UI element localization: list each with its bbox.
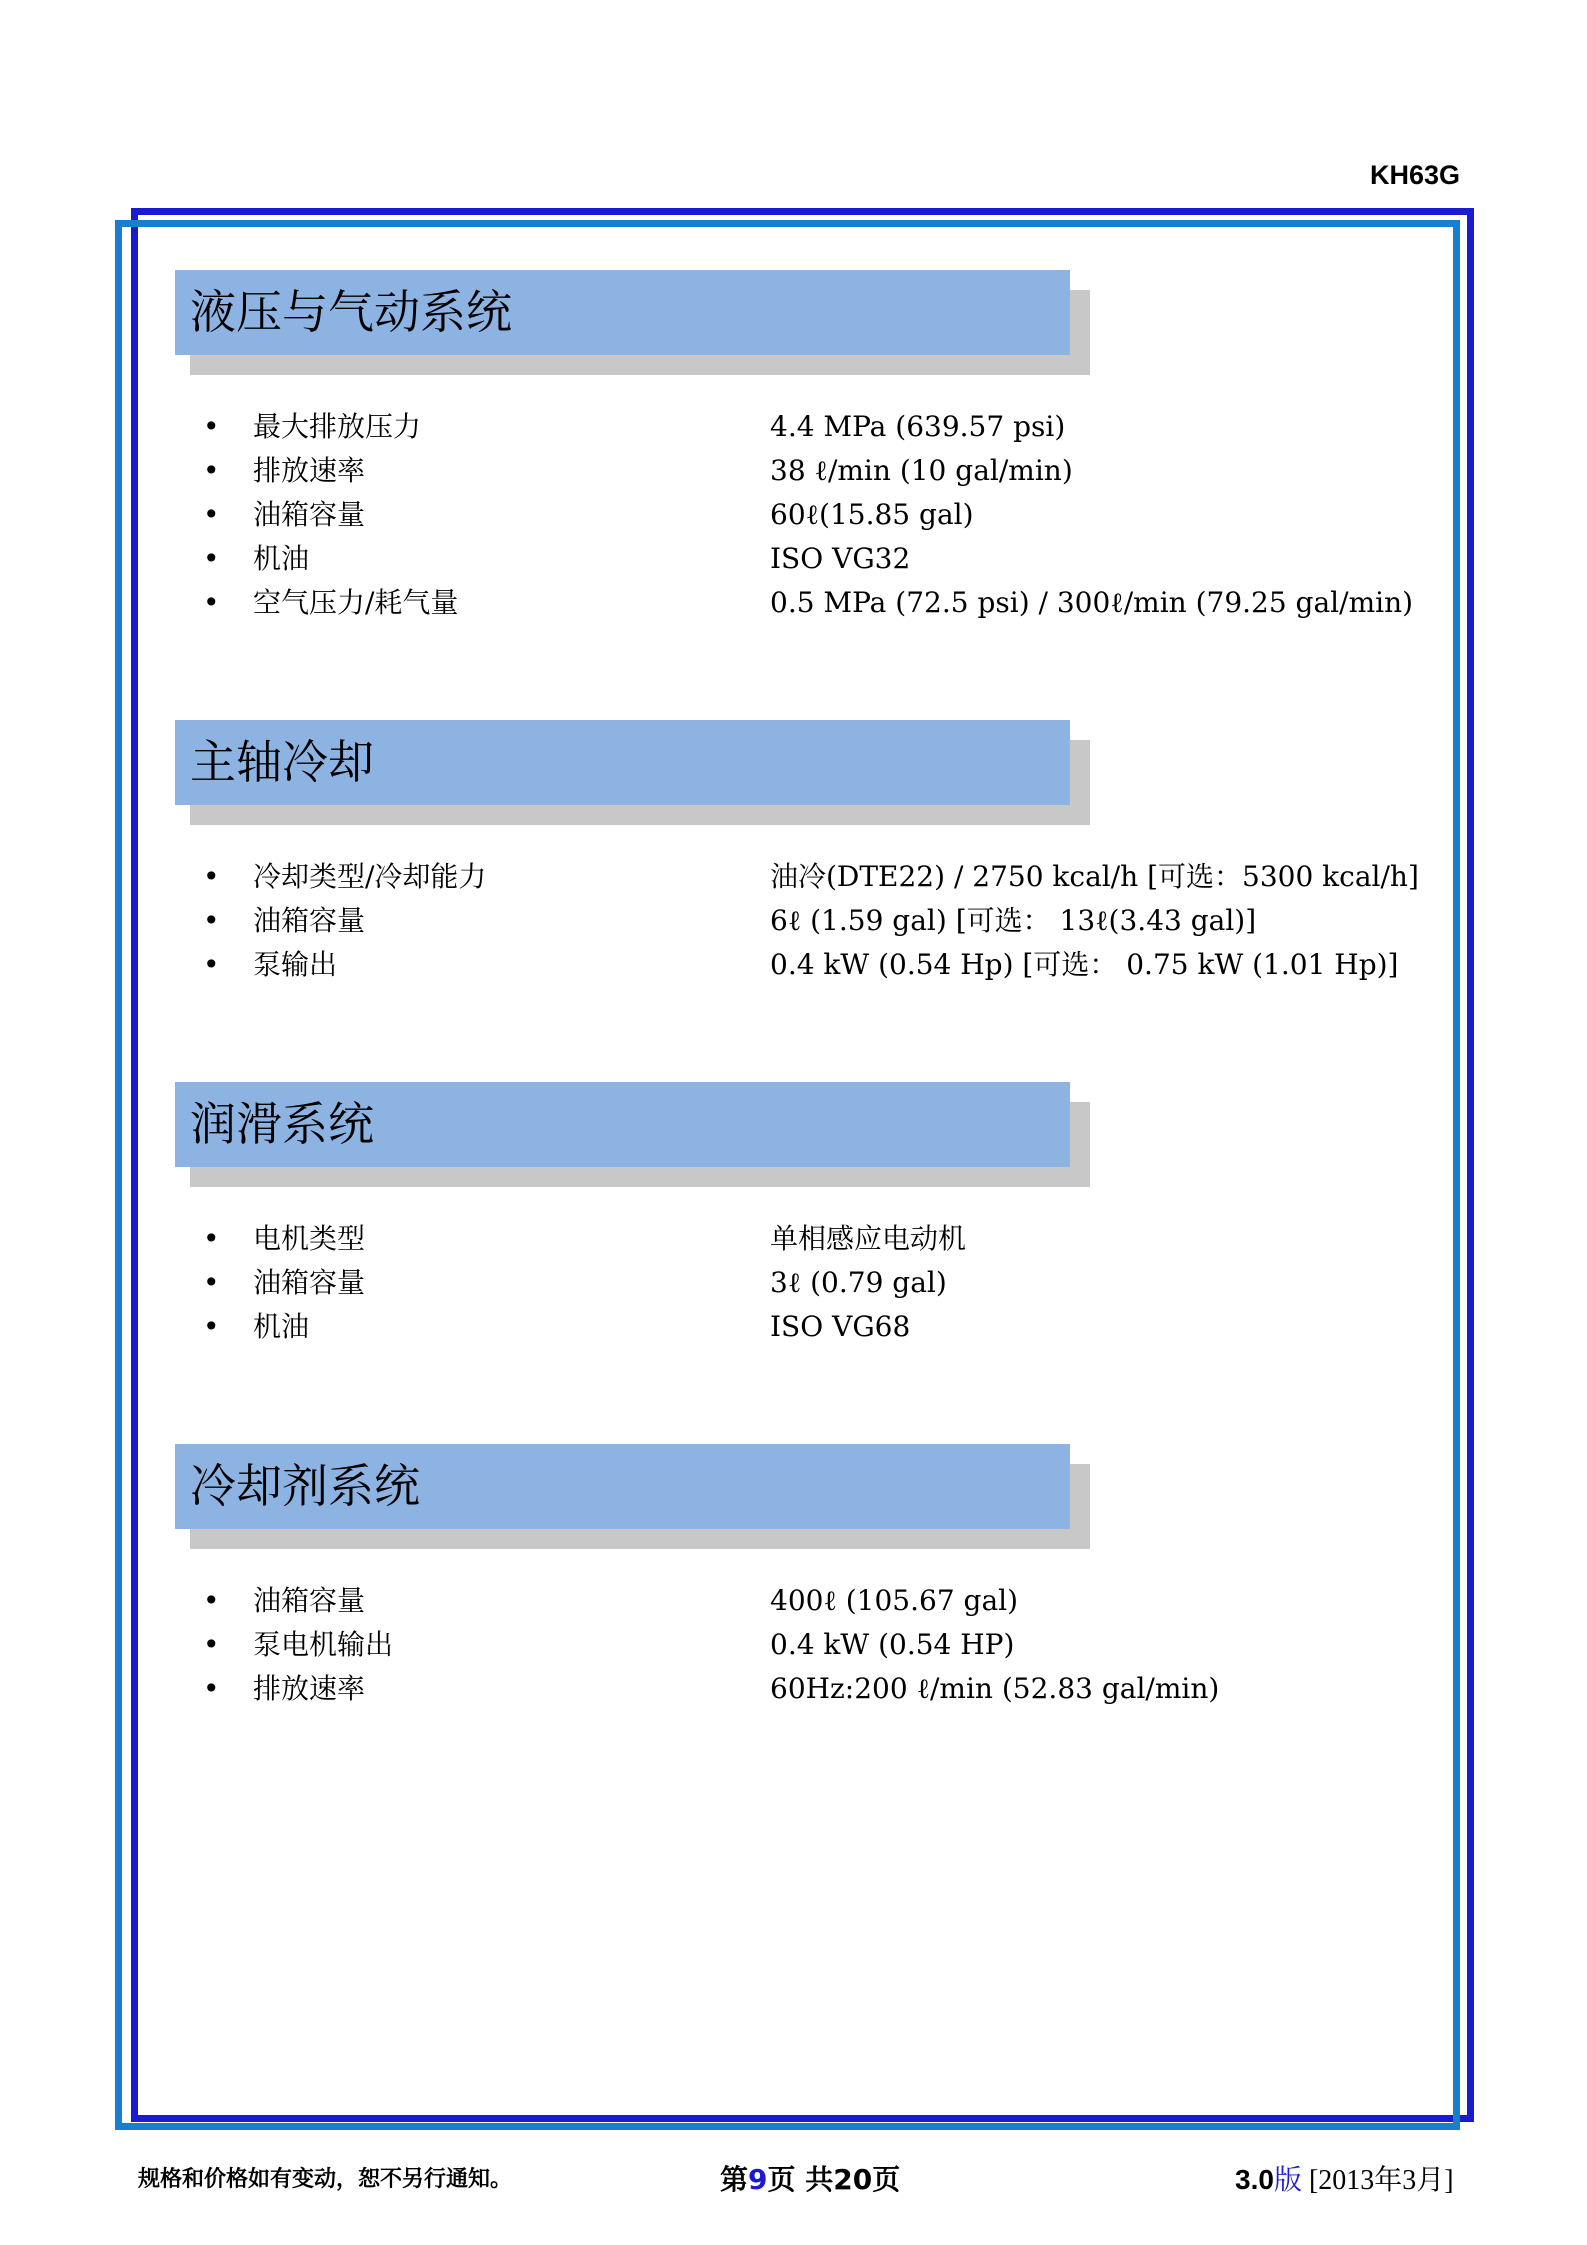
spec-item: [175, 855, 1475, 899]
spec-value: 0.4 kW (0.54 Hp) [可选： 0.75 kW (1.01 Hp)]: [770, 948, 1399, 981]
spec-label: 油箱容量: [253, 904, 366, 937]
bullet: •: [203, 454, 220, 487]
spec-item: [175, 537, 1475, 581]
section-coolant: [175, 1444, 1475, 1711]
spec-label: 排放速率: [253, 454, 366, 487]
page-number: [720, 2158, 900, 2198]
bullet: •: [203, 542, 220, 575]
spec-label: 泵电机输出: [253, 1628, 394, 1661]
spec-label: 冷却类型/冷却能力: [253, 860, 487, 893]
header-bar: [175, 1082, 1070, 1167]
bullet: •: [203, 498, 220, 531]
spec-label: 泵输出: [253, 948, 338, 981]
spec-list: [175, 1579, 1475, 1711]
spec-label: 油箱容量: [253, 1584, 366, 1617]
spec-value: ISO VG68: [770, 1310, 911, 1343]
spec-value: 单相感应电动机: [770, 1222, 967, 1255]
version-date: [2013年3月]: [1308, 2165, 1454, 2196]
spec-value: 3ℓ (0.79 gal): [770, 1266, 947, 1299]
spec-list: [175, 405, 1475, 625]
spec-value: 400ℓ (105.67 gal): [770, 1584, 1019, 1617]
spec-label: 油箱容量: [253, 498, 366, 531]
page-prefix: 第: [720, 2163, 749, 2196]
section-lubrication: [175, 1082, 1475, 1349]
spec-item: [175, 1261, 1475, 1305]
spec-value: ISO VG32: [770, 542, 911, 575]
section-title: 液压与气动系统: [190, 285, 512, 339]
version-number: 3.0: [1235, 2164, 1274, 2195]
spec-value: 0.4 kW (0.54 HP): [770, 1628, 1015, 1661]
page-mid: 页 共: [767, 2163, 834, 2196]
section-hydraulic-pneumatic: [175, 270, 1475, 625]
current-page: 9: [748, 2163, 768, 2196]
header-bar: [175, 1444, 1070, 1529]
spec-value: 6ℓ (1.59 gal) [可选： 13ℓ(3.43 gal)]: [770, 904, 1257, 937]
spec-item: [175, 899, 1475, 943]
total-pages: 20: [833, 2163, 873, 2196]
spec-item: [175, 449, 1475, 493]
bullet: •: [203, 1222, 220, 1255]
bullet: •: [203, 904, 220, 937]
spec-value: 油冷(DTE22) / 2750 kcal/h [可选：5300 kcal/h]: [770, 860, 1419, 893]
spec-label: 机油: [253, 542, 310, 575]
section-spindle-cooling: [175, 720, 1475, 987]
section-header: [175, 270, 1090, 375]
bullet: •: [203, 1672, 220, 1705]
section-title: 润滑系统: [190, 1097, 374, 1151]
bullet: •: [203, 1266, 220, 1299]
spec-value: 38 ℓ/min (10 gal/min): [770, 454, 1073, 487]
footer-notice: 规格和价格如有变动，恕不另行通知。: [138, 2167, 513, 2192]
bullet: •: [203, 1584, 220, 1617]
spec-item: [175, 493, 1475, 537]
bullet: •: [203, 1310, 220, 1343]
bullet: •: [203, 860, 220, 893]
spec-value: 4.4 MPa (639.57 psi): [770, 410, 1066, 443]
spec-item: [175, 943, 1475, 987]
model-code: KH63G: [1369, 160, 1460, 190]
spec-label: 空气压力/耗气量: [253, 586, 459, 619]
spec-item: [175, 1623, 1475, 1667]
spec-list: [175, 1217, 1475, 1349]
spec-item: [175, 405, 1475, 449]
spec-value: 0.5 MPa (72.5 psi) / 300ℓ/min (79.25 gal/min): [770, 586, 1414, 619]
header-bar: [175, 270, 1070, 355]
spec-item: [175, 1305, 1475, 1349]
spec-item: [175, 1579, 1475, 1623]
spec-label: 排放速率: [253, 1672, 366, 1705]
spec-list: [175, 855, 1475, 987]
section-header: [175, 720, 1090, 825]
bullet: •: [203, 948, 220, 981]
version-word: 版: [1273, 2165, 1302, 2196]
spec-label: 机油: [253, 1310, 310, 1343]
header-bar: [175, 720, 1070, 805]
spec-value: 60Hz:200 ℓ/min (52.83 gal/min): [770, 1672, 1220, 1705]
spec-label: 油箱容量: [253, 1266, 366, 1299]
spec-item: [175, 1667, 1475, 1711]
spec-item: [175, 1217, 1475, 1261]
section-title: 主轴冷却: [190, 735, 374, 789]
version-info: [1235, 2158, 1454, 2198]
bullet: •: [203, 586, 220, 619]
bullet: •: [203, 1628, 220, 1661]
spec-label: 电机类型: [253, 1222, 366, 1255]
spec-label: 最大排放压力: [253, 410, 422, 443]
section-header: [175, 1444, 1090, 1549]
spec-item: [175, 581, 1475, 625]
bullet: •: [203, 410, 220, 443]
section-title: 冷却剂系统: [190, 1459, 420, 1513]
section-header: [175, 1082, 1090, 1187]
page-suffix: 页: [872, 2163, 901, 2196]
spec-value: 60ℓ(15.85 gal): [770, 498, 974, 531]
